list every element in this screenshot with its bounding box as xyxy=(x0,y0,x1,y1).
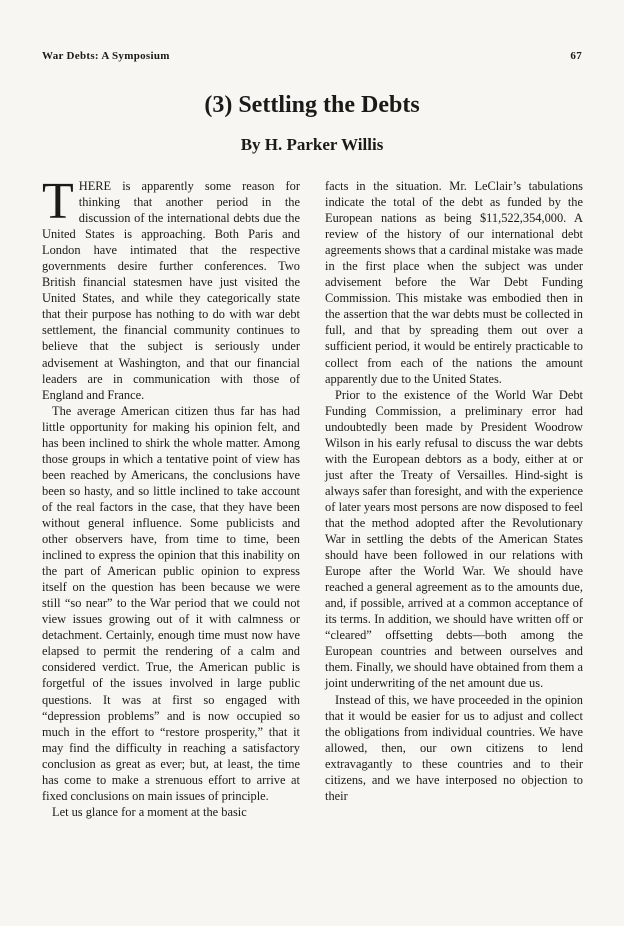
drop-cap: T xyxy=(42,173,74,230)
article-title: (3) Settling the Debts xyxy=(204,92,420,118)
paragraph-text: HERE is apparently some reason for thinking that another period in the discussion of the international debts due the United States is approaching. Both Paris and London have intimated that the respective governments desire further conferences. Two British financial statesmen have just visited the United States, and while they categorically state that their purpose has nothing to do with war debt settlement, the financial community continues to believe that the subject is seriously under advisement at Washington, and that our financial leaders are in communication with those of England and France. xyxy=(42,179,300,402)
paragraph: Let us glance for a moment at the basic xyxy=(52,804,247,819)
running-head xyxy=(42,50,582,62)
paragraph: Prior to the existence of the World War Debt Funding Commission, a preliminary error had undoubtedly been made by President Woodrow Wilson in his early refusal to discuss the war debts with the European debtors as a body, either at or just after the Treaty of Versailles. Hind-sight is always safer than foresight, and with the experience of later years most persons are now disposed to feel that the method adopted after the Revolutionary War in settling the debts of the American States should have been followed in our relations with Europe after the World War. We should have reached a general agreement as to the amounts due, and, if possible, arrived at a common acceptance of its terms. In addition, we should have written off or “cleared” offsetting debts—both among the European countries and between ourselves and them. Finally, we should have obtained from them a joint underwriting of the net amount due us. xyxy=(325,387,583,691)
left-column xyxy=(42,173,300,820)
paragraph: The average American citizen thus far has had little opportunity for making his opinion felt, and has been inclined to shirk the whole matter. Among those groups in which a tentative point of view has been reached by Americans, the conclusions have been so hasty, and so little inclined to take account of the real factors in the case, that they have been without general influence. Some publicists and other observers have, from time to time, been inclined to express the opinion that this inability on the part of American public opinion to express itself on the question has been because we were still “so near” to the War period that we could not view issues growing out of it with calmness or detachment. Certainly, enough time must now have elapsed to permit the rendering of a calm and considered verdict. True, the American public is forgetful of the issues involved in large public questions. It was at first so engaged with “depression problems” and is now occupied so much in the effort to “restore prosperity,” that it may find the difficulty in reaching a satisfactory conclusion as great as ever; but, at least, the time has come to make a strenuous effort to arrive at fixed conclusions on main issues of principle. xyxy=(42,403,300,803)
paragraph: Instead of this, we have proceeded in the opinion that it would be easier for us to adjust and collect the obligations from individual countries. We have allowed, then, our own citizens to lend extravagantly to these countries and to their citizens, and we have interposed no objection to their xyxy=(325,692,583,803)
right-column xyxy=(325,178,583,804)
paragraph xyxy=(42,173,300,403)
section-title: War Debts: A Symposium xyxy=(42,50,170,62)
page-number: 67 xyxy=(570,50,582,62)
article-byline: By H. Parker Willis xyxy=(240,135,384,154)
paragraph: facts in the situation. Mr. LeClair’s tabulations indicate the total of the debt as funded by the European nations as being $11,522,354,000. A review of the history of our international debt agreements shows that a cardinal mistake was made in the first place when the subject was under advisement before the War Debt Funding Commission. This mistake was embodied then in the assertion that the war debts must be collected in full, and that by spreading them out over a sufficient period, it would be entirely practicable to collect from each of the nations the amount apparently due to the United States. xyxy=(325,179,583,386)
